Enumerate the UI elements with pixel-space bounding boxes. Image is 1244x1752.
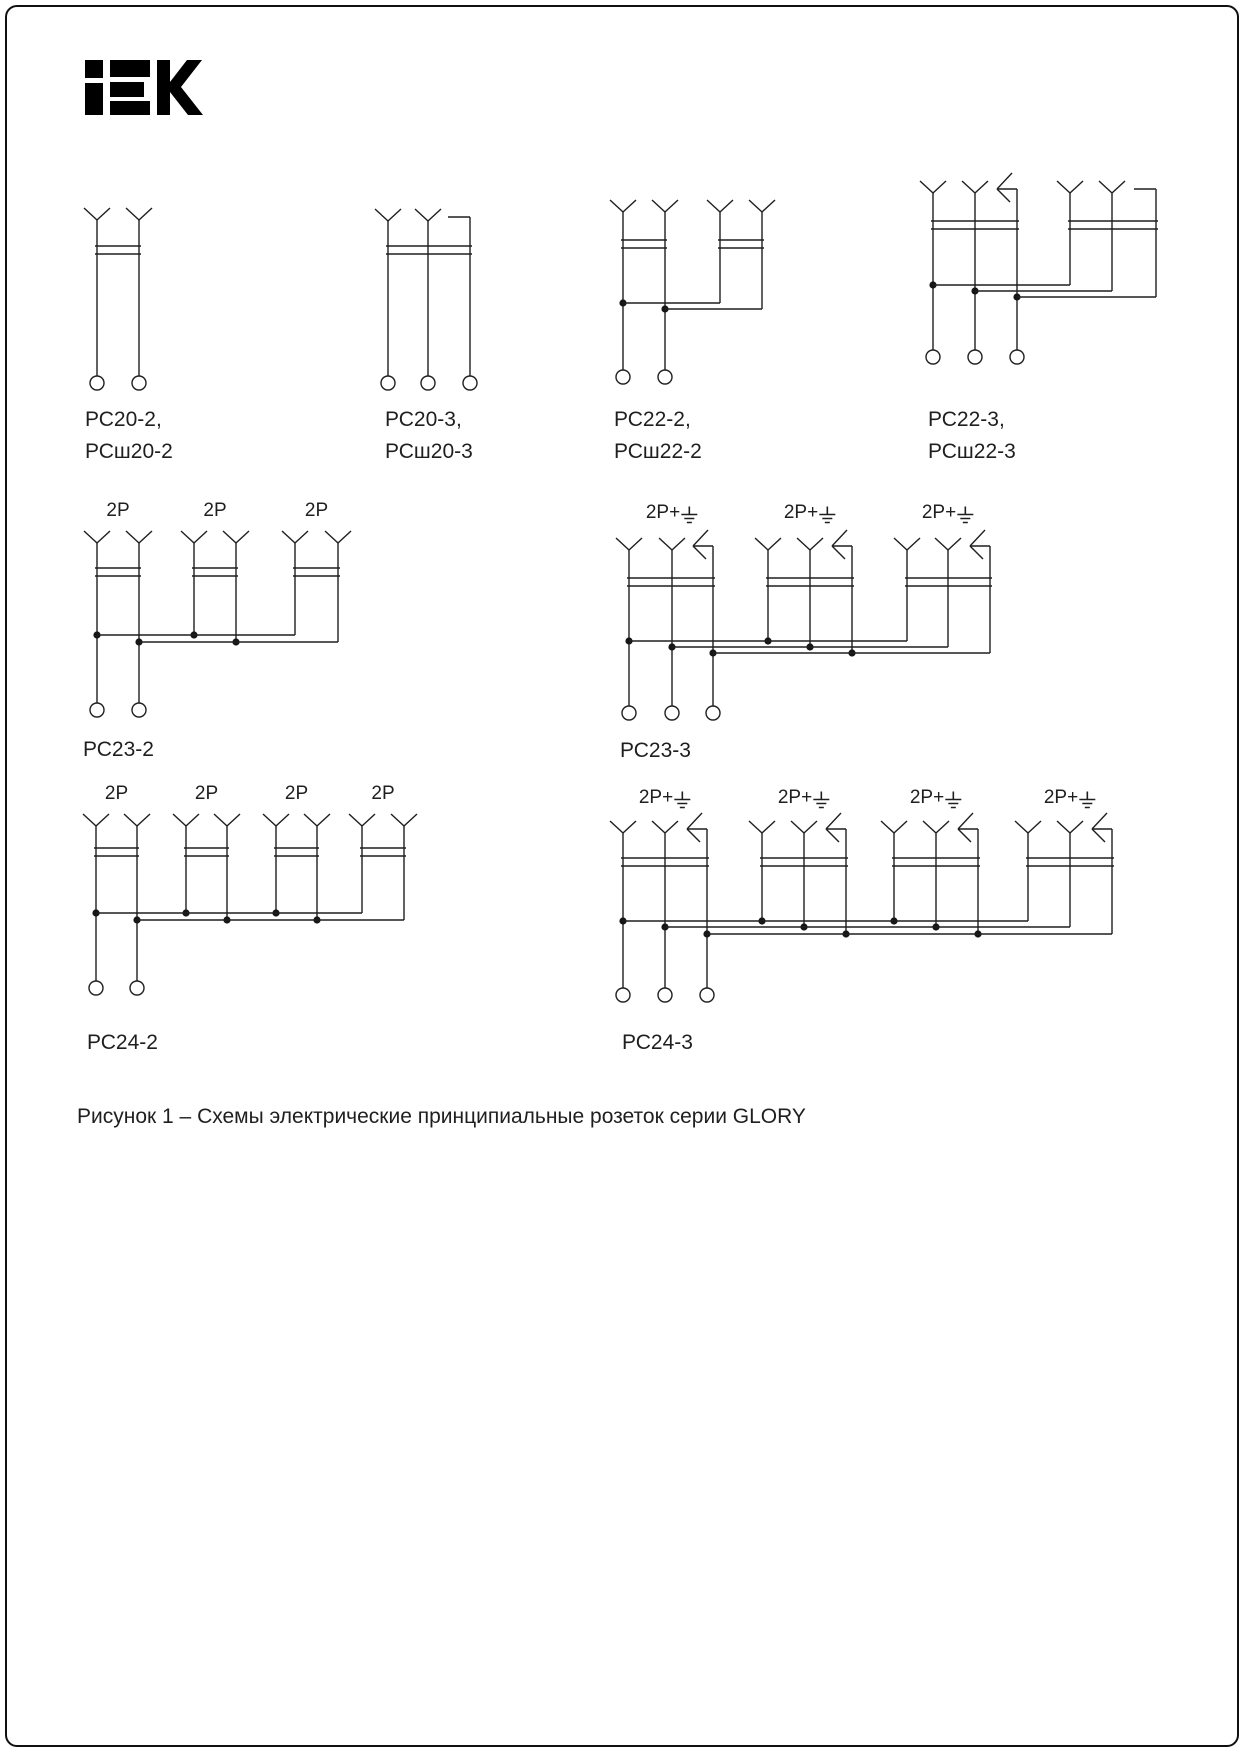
unit-rating-text: 2Р+ bbox=[783, 502, 819, 523]
unit-rating-label bbox=[305, 501, 328, 521]
unit-rating-label bbox=[784, 503, 836, 524]
unit-rating-text: 2Р bbox=[194, 783, 219, 804]
unit-rating-label bbox=[646, 503, 698, 524]
schematic-label-line: РС23-2 bbox=[83, 738, 154, 761]
unit-rating-text: 2Р+ bbox=[777, 787, 813, 808]
schematic-label-PC24-2 bbox=[87, 1027, 158, 1059]
unit-rating-label bbox=[203, 501, 226, 521]
unit-rating-text: 2Р+ bbox=[1043, 787, 1079, 808]
unit-rating-label bbox=[639, 788, 691, 809]
schematic-label-line: РС20-2, bbox=[85, 408, 162, 431]
schematic-label-PC22-2 bbox=[614, 404, 702, 468]
earth-icon bbox=[681, 506, 698, 524]
earth-icon bbox=[945, 791, 962, 809]
earth-icon bbox=[819, 506, 836, 524]
schematic-label-line: РС22-3, bbox=[928, 408, 1005, 431]
schematic-label-PC23-2 bbox=[83, 734, 154, 766]
schematic-label-PC24-3 bbox=[622, 1027, 693, 1059]
unit-rating-label bbox=[106, 501, 129, 521]
schematic-label-PC22-3 bbox=[928, 404, 1016, 468]
unit-rating-label bbox=[195, 784, 218, 804]
earth-icon bbox=[813, 791, 830, 809]
earth-icon bbox=[1079, 791, 1096, 809]
unit-rating-text: 2Р bbox=[371, 783, 395, 804]
unit-rating-text: 2Р bbox=[104, 783, 129, 804]
schematic-label-line: РСш22-3 bbox=[928, 440, 1016, 463]
schematic-label-PC20-2 bbox=[85, 404, 173, 468]
schematic-label-line: РС24-3 bbox=[622, 1031, 693, 1054]
schematic-label-line: РСш22-2 bbox=[614, 440, 702, 463]
schematic-label-line: РС23-3 bbox=[620, 739, 691, 762]
unit-rating-text: 2Р bbox=[106, 500, 130, 521]
unit-rating-text: 2Р+ bbox=[921, 502, 957, 523]
unit-rating-text: 2Р bbox=[203, 500, 227, 521]
schematic-label-line: РСш20-3 bbox=[385, 440, 473, 463]
unit-rating-label bbox=[371, 784, 394, 804]
schematic-label-line: РСш20-2 bbox=[85, 440, 173, 463]
earth-icon bbox=[957, 506, 974, 524]
unit-rating-text: 2Р bbox=[304, 500, 329, 521]
unit-rating-text: 2Р bbox=[284, 783, 309, 804]
schematic-label-line: РС24-2 bbox=[87, 1031, 158, 1054]
unit-rating-text: 2Р+ bbox=[638, 787, 674, 808]
schematic-label-line: РС20-3, bbox=[385, 408, 462, 431]
unit-rating-label bbox=[1044, 788, 1096, 809]
unit-rating-label bbox=[105, 784, 128, 804]
unit-rating-text: 2Р+ bbox=[909, 787, 945, 808]
unit-rating-label bbox=[285, 784, 308, 804]
unit-rating-label bbox=[778, 788, 830, 809]
figure-caption: Рисунок 1 – Схемы электрические принципиальные розеток серии GLORY bbox=[77, 1105, 806, 1128]
unit-rating-label bbox=[922, 503, 974, 524]
schematic-label-PC23-3 bbox=[620, 735, 691, 767]
earth-icon bbox=[674, 791, 691, 809]
unit-rating-label bbox=[910, 788, 962, 809]
unit-rating-text: 2Р+ bbox=[645, 502, 681, 523]
schematic-label-PC20-3 bbox=[385, 404, 473, 468]
schematic-label-line: РС22-2, bbox=[614, 408, 691, 431]
